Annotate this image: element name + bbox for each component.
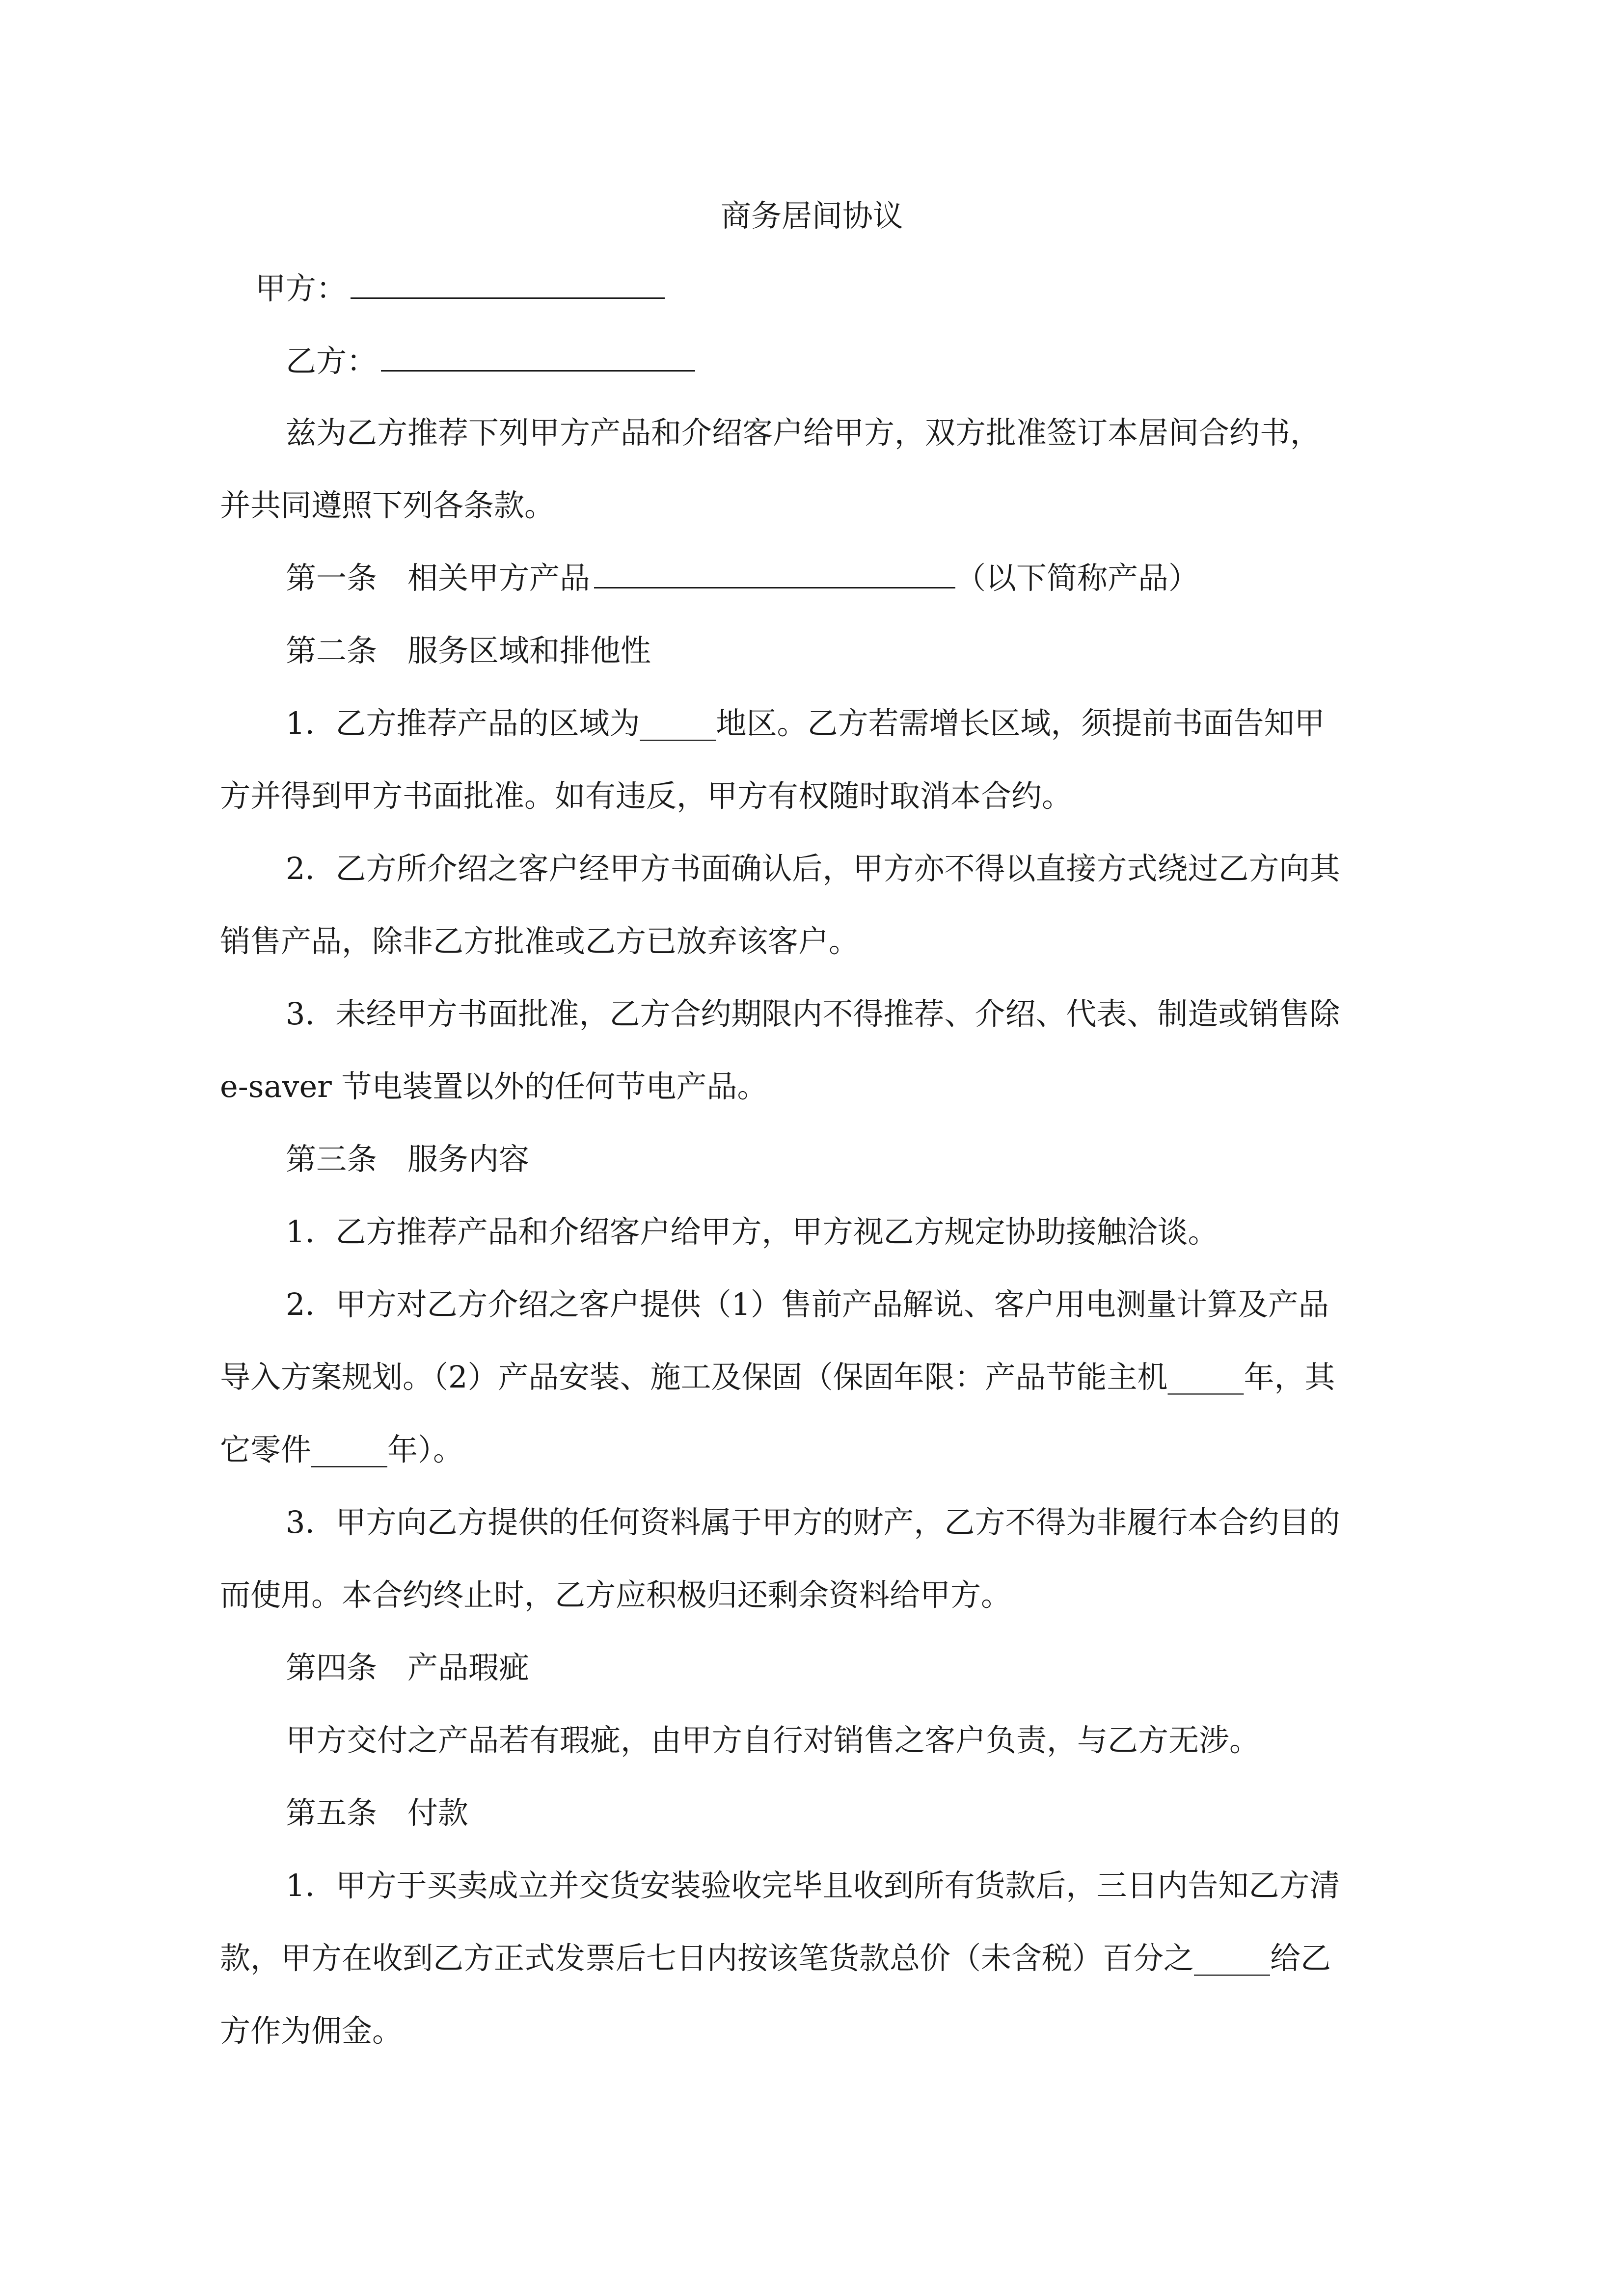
- art5-p1-line-2: 款，甲方在收到乙方正式发票后七日内按该笔货款总价（未含税）百分之_____给乙: [220, 1940, 1331, 1976]
- art2-p3-line-2: e-saver 节电装置以外的任何节电产品。: [220, 1068, 768, 1104]
- party-a-label: 甲方：: [255, 270, 347, 306]
- art3-p2-line-3: 它零件_____年）。: [220, 1432, 464, 1468]
- art4-p1-line-1: 甲方交付之产品若有瑕疵，由甲方自行对销售之客户负责，与乙方无涉。: [286, 1722, 1260, 1758]
- art3-heading: 第三条 服务内容: [286, 1141, 530, 1177]
- art1-suffix: （以下简称产品）: [955, 560, 1199, 596]
- art3-p3-line-1: 3．甲方向乙方提供的任何资料属于甲方的财产，乙方不得为非履行本合约目的: [286, 1504, 1340, 1540]
- art3-p3-line-2: 而使用。本合约终止时，乙方应积极归还剩余资料给甲方。: [220, 1577, 1012, 1613]
- document-title: 商务居间协议: [720, 198, 903, 234]
- art5-p1-line-3: 方作为佣金。: [220, 2013, 403, 2049]
- party-a-line: [255, 269, 665, 308]
- art5-p1-line-1: 1．甲方于买卖成立并交货安装验收完毕且收到所有货款后，三日内告知乙方清: [286, 1868, 1340, 1903]
- art1-line: [286, 559, 1199, 598]
- art1-heading: 第一条 相关甲方产品: [286, 560, 591, 596]
- art2-p2-line-2: 销售产品，除非乙方批准或乙方已放弃该客户。: [220, 923, 860, 959]
- party-b-blank[interactable]: [381, 343, 695, 372]
- art1-product-blank[interactable]: [594, 560, 955, 588]
- art5-heading: 第五条 付款: [286, 1795, 469, 1831]
- art2-p3-line-1: 3．未经甲方书面批准，乙方合约期限内不得推荐、介绍、代表、制造或销售除: [286, 996, 1340, 1032]
- preamble-line-2: 并共同遵照下列各条款。: [220, 487, 555, 523]
- party-b-line: [286, 342, 695, 381]
- art2-p1-line-1: 1．乙方推荐产品的区域为_____地区。乙方若需增长区域，须提前书面告知甲: [286, 705, 1325, 741]
- art3-p2-line-1: 2．甲方对乙方介绍之客户提供（1）售前产品解说、客户用电测量计算及产品: [286, 1286, 1329, 1322]
- preamble-line-1: 兹为乙方推荐下列甲方产品和介绍客户给甲方，双方批准签订本居间合约书，: [286, 415, 1321, 451]
- party-a-blank[interactable]: [351, 270, 665, 299]
- art3-p1-line-1: 1．乙方推荐产品和介绍客户给甲方，甲方视乙方规定协助接触洽谈。: [286, 1214, 1218, 1250]
- art4-heading: 第四条 产品瑕疵: [286, 1650, 530, 1685]
- art2-p1-line-2: 方并得到甲方书面批准。如有违反，甲方有权随时取消本合约。: [220, 778, 1073, 814]
- art2-heading: 第二条 服务区域和排他性: [286, 633, 651, 668]
- party-b-label: 乙方：: [286, 343, 378, 379]
- art3-p2-line-2: 导入方案规划。（2）产品安装、施工及保固（保固年限：产品节能主机_____年，其: [220, 1359, 1335, 1395]
- art2-p2-line-1: 2．乙方所介绍之客户经甲方书面确认后，甲方亦不得以直接方式绕过乙方向其: [286, 851, 1340, 886]
